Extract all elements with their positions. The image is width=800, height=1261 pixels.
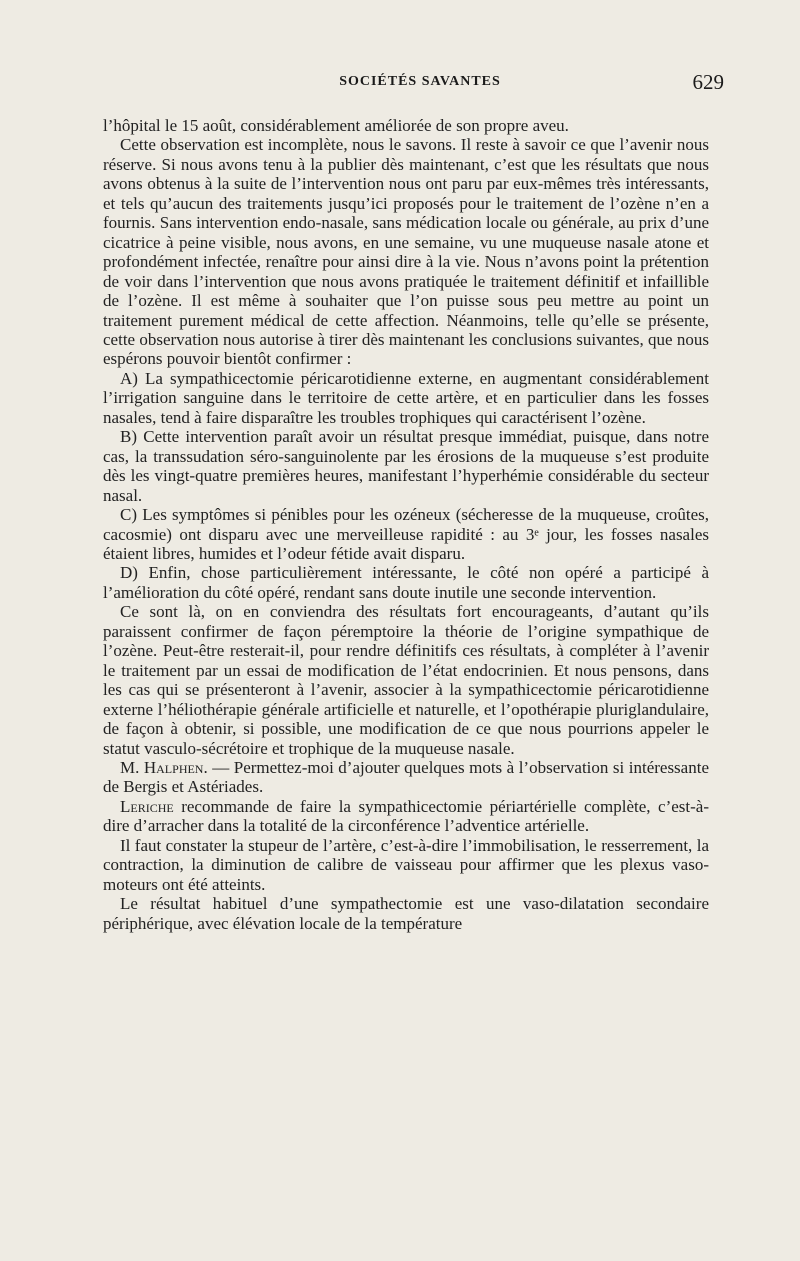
paragraph-continuation: l’hôpital le 15 août, considérablement améliorée de son propre aveu. (103, 116, 569, 135)
body-text (103, 116, 709, 933)
author-name: Leriche (120, 796, 174, 816)
conclusion-c: C) Les symptômes si pénibles pour les ozéneux (sécheresse de la muqueuse, croûtes, cacosmie) ont disparu avec une merveilleuse rapidité : au 3ᵉ jour, les fosses nasales étaient libres, humides et l’odeur fétide avait disparu. (103, 505, 709, 563)
author-text: recommande de faire la sympathicectomie périartérielle complète, c’est-à-dire d’arracher dans la totalité de la circonférence l’adventice artérielle. (103, 796, 709, 836)
running-title: SOCIÉTÉS SAVANTES (339, 74, 501, 89)
paragraph-halphen (103, 758, 709, 797)
paragraph-stupeur: Il faut constater la stupeur de l’artère, c’est-à-dire l’immobilisation, le resserrement, la contraction, la diminution de calibre de vaisseau pour affirmer que les plexus vaso-moteurs ont été atteints. (103, 835, 709, 894)
conclusion-b: B) Cette intervention paraît avoir un résultat presque immédiat, puisque, dans notre cas, la transsudation séro-sanguinolente par les érosions de la muqueuse s’est produite dès les vingt-quatre premières heures, manifestant l’hyperhémie considérable du secteur nasal. (103, 427, 709, 505)
paragraph-observation: Cette observation est incomplète, nous le savons. Il reste à savoir ce que l’avenir nous réserve. Si nous avons tenu à la publier dès maintenant, c’est que les résultats que nous avons obtenus à la suite de l’intervention nous ont paru par eux-mêmes très intéressants, et tels qu’aucun des traitements jusqu’ici proposés pour le traitement de l’ozène n’en a fournis. Sans intervention endo-nasale, sans médication locale ou générale, au prix d’une cicatrice à peine visible, nous avons, en une semaine, vu une muqueuse nasale atone et profondément infectée, renaître pour ainsi dire à la vie. Nous n’avons point la prétention de voir dans l’intervention que nous avons pratiquée le traitement définitif et infaillible de l’ozène. Il est même à souhaiter que l’on puisse sous peu mettre au point un traitement purement médical de cette affection. Néanmoins, telle qu’elle se présente, cette observation nous autorise à tirer dès maintenant les conclusions suivantes, que nous espérons pouvoir bientôt confirmer : (103, 135, 709, 369)
paragraph-leriche (103, 797, 709, 836)
paragraph-results: Ce sont là, on en conviendra des résultats fort encourageants, d’autant qu’ils paraissent confirmer de façon péremptoire la théorie de l’origine sympathique de l’ozène. Peut-être resterait-il, pour rendre définitifs ces résultats, à compléter à l’avenir le traitement par un essai de modification de l’état endocrinien. Et nous pensons, dans les cas qui se présenteront à l’avenir, associer à la sympathicectomie péricarotidienne externe l’héliothérapie générale artificielle et naturelle, et l’opothérapie pluriglandulaire, de façon à obtenir, si possible, une modification de ce que nous pourrions appeler le statut vasculo-sécrétoire et trophique de la muqueuse nasale. (103, 602, 709, 758)
paragraph-result: Le résultat habituel d’une sympathectomie est une vaso-dilatation secondaire périphérique, avec élévation locale de la température (103, 894, 709, 933)
page-header (0, 70, 800, 96)
page-number: 629 (692, 70, 724, 94)
speaker-name: M. Halphen. (120, 757, 208, 777)
speaker-text: — Permettez-moi d’ajouter quelques mots à l’observation si intéressante de Bergis et Astériades. (103, 757, 709, 797)
conclusion-d: D) Enfin, chose particulièrement intéressante, le côté non opéré a participé à l’amélioration du côté opéré, rendant sans doute inutile une seconde intervention. (103, 563, 709, 602)
conclusion-a: A) La sympathicectomie péricarotidienne externe, en augmentant considérablement l’irrigation sanguine dans le territoire de cette artère, et en particulier dans les fosses nasales, tend à faire disparaître les troubles trophiques qui caractérisent l’ozène. (103, 368, 709, 427)
